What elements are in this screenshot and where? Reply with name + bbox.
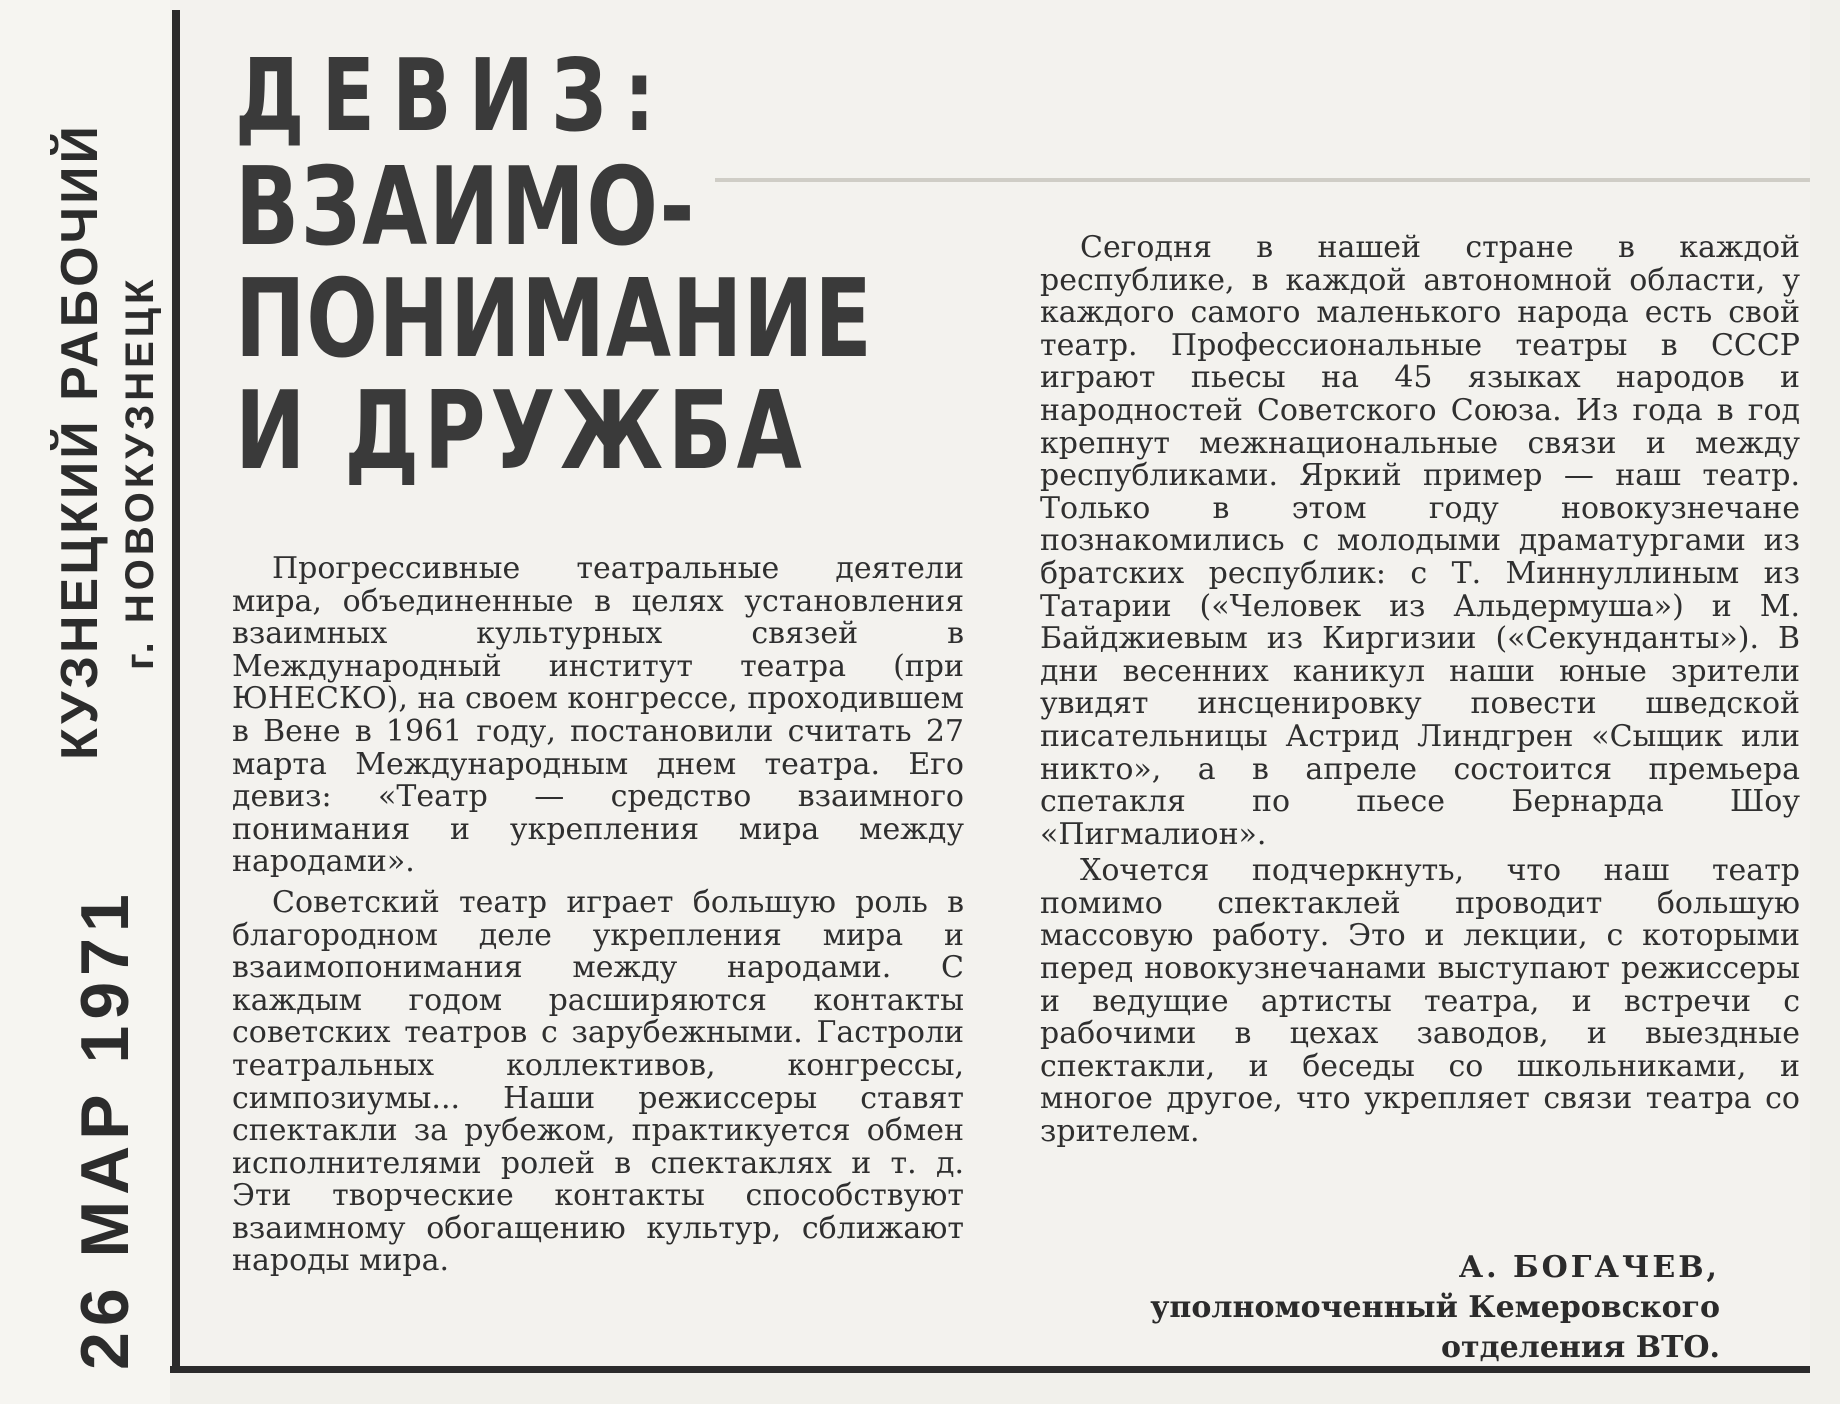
headline xyxy=(235,37,873,494)
author-name: А. БОГАЧЕВ, xyxy=(1458,1250,1720,1285)
headline-line-4: И ДРУЖБА xyxy=(235,369,807,494)
date-stamp: 26 МАР 1971 xyxy=(67,888,143,1370)
headline-line-1: ДЕВИЗ: xyxy=(235,37,673,154)
author-signature xyxy=(1150,1248,1720,1368)
article-paragraph: Прогрессивные театральные деятели мира, объединенные в целях установления взаимных культурных связей в Международный институт театра (при ЮНЕСКО), на своем конгрессе, проходившем в Вене в 1961 году, постановили считать 27 марта Международным днем театра. Его девиз: «Театр — средство взаимного понимания и укрепления мира между народами». xyxy=(232,551,964,880)
author-title-line-2: отделения ВТО. xyxy=(1441,1330,1720,1365)
article-column-left xyxy=(232,553,964,1278)
headline-line-2: ВЗАИМО- xyxy=(235,145,697,270)
newspaper-name-stamp: КУЗНЕЦКИЙ РАБОЧИЙ xyxy=(51,123,109,760)
headline-line-3: ПОНИМАНИЕ xyxy=(235,257,873,382)
article-paragraph: Хочется подчеркнуть, что наш театр помимо спектаклей проводит большую массовую работу. Это и лекции, с которыми перед новокузнечанами выступают режиссеры и ведущие артисты театра, и встречи с рабочими в цехах заводов, и выездные спектакли, и беседы со школьниками, и многое другое, что укрепляет связи театра со зрителем. xyxy=(1040,853,1800,1150)
article-paragraph: Советский театр играет большую роль в благородном деле укрепления мира и взаимопонимания между народами. С каждым годом расширяются контакты советских театров с зарубежными. Гастроли театральных коллективов, конгрессы, симпозиумы... Наши режиссеры ставят спектакли за рубежом, практикуется обмен исполнителями ролей в спектаклях и т. д. Эти творческие контакты способствуют взаимному обогащению культур, сближают народы мира. xyxy=(232,884,964,1279)
left-border-rule xyxy=(172,10,180,1370)
top-fold-line xyxy=(715,178,1810,182)
article-column-right xyxy=(1040,232,1800,1149)
city-stamp: г. НОВОКУЗНЕЦК xyxy=(118,275,162,670)
article-paragraph: Сегодня в нашей стране в каждой республике, в каждой автономной области, у каждого самого маленького народа есть свой театр. Профессиональные театры в СССР играют пьесы на 45 языках народов и народностей Советского Союза. Из года в год крепнут межнациональные связи и между республиками. Яркий пример — наш театр. Только в этом году новокузнечане познакомились с молодыми драматургами из братских республик: с Т. Миннуллиным из Татарии («Человек из Альдермуша») и М. Байджиевым из Киргизии («Секунданты»). В дни весенних каникул наши юные зрители увидят инсценировку повести шведской писательницы Астрид Линдгрен «Сыщик или никто», а в апреле состоится премьера спетакля по пьесе Бернарда Шоу «Пигмалион». xyxy=(1040,230,1800,852)
author-title-line-1: уполномоченный Кемеровского xyxy=(1150,1290,1720,1325)
